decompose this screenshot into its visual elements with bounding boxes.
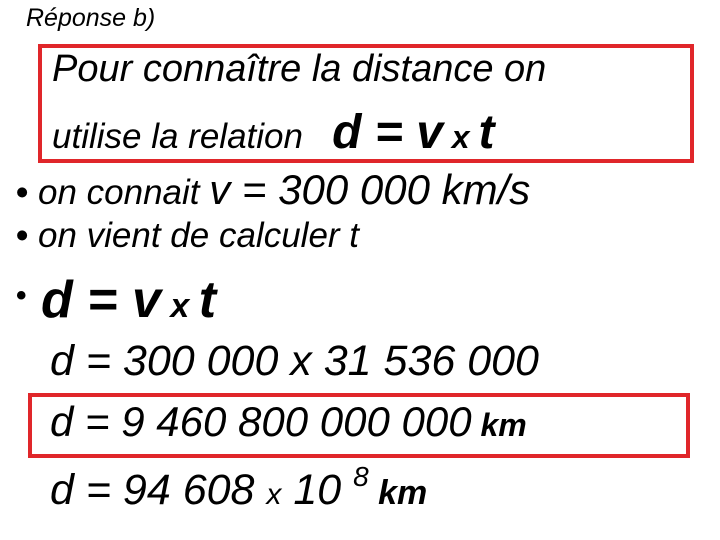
intro-line-2 [52, 105, 494, 160]
equation-scientific-ten: 10 [281, 466, 354, 514]
bullet-icon: • [16, 216, 29, 255]
equation-scientific-times: x [266, 478, 282, 511]
bullet-formula-equals: = [72, 271, 132, 329]
bullet-formula-t: t [198, 271, 217, 329]
equation-result-unit: km [471, 407, 527, 443]
bullet-known-speed [16, 166, 530, 214]
equation-substitution: d = 300 000 x 31 536 000 [50, 337, 539, 385]
bullet-icon: • [16, 173, 29, 212]
bullet-known-speed-text: on connait [38, 173, 210, 212]
bullet-formula-v: v [132, 271, 161, 329]
equation-scientific-exponent: 8 [353, 461, 369, 492]
equation-scientific-base: d = 94 608 [50, 466, 267, 514]
formula-v: v [416, 106, 443, 159]
slide-title: Réponse b) [26, 4, 156, 32]
equation-scientific [50, 461, 428, 515]
bullet-computed-time [16, 216, 359, 256]
equation-scientific-unit: km [368, 474, 428, 512]
intro-line-1: Pour connaître la distance on [52, 48, 547, 90]
equation-result [50, 398, 527, 446]
bullet-computed-time-text: on vient de calculer t [38, 216, 360, 255]
bullet-formula-times: x [160, 287, 199, 325]
bullet-formula [16, 270, 216, 330]
bullet-icon: • [16, 279, 27, 312]
formula-equals: = [361, 106, 417, 159]
formula-t: t [478, 106, 495, 159]
intro-line-2-text: utilise la relation [52, 117, 303, 156]
bullet-formula-d: d [40, 271, 73, 329]
equation-result-value: d = 9 460 800 000 000 [50, 398, 472, 445]
speed-value: v = 300 000 km/s [209, 166, 531, 213]
formula-d: d [332, 106, 362, 159]
formula-times: x [442, 119, 479, 155]
